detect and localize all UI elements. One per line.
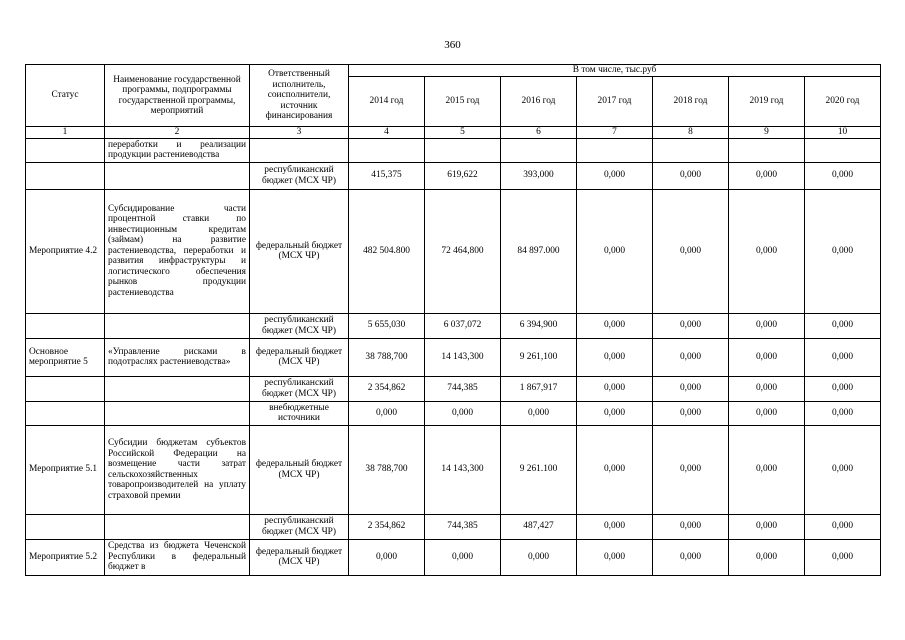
value-cell: 0,000 [653, 189, 729, 313]
value-cell: 0,000 [729, 514, 805, 539]
status-cell [26, 401, 105, 425]
name-cell: Субсидирование части процентной ставки по инвестиционным кредитам (займам) на развитие растениеводства, переработки и развития инфраструктуры и логистического обеспечения рынков продукции растениеводства [105, 189, 250, 313]
value-cell: 2 354,862 [349, 514, 425, 539]
value-cell: 0,000 [653, 338, 729, 376]
name-cell [105, 313, 250, 338]
col-number: 9 [729, 127, 805, 139]
table-row [26, 539, 881, 575]
col-number: 1 [26, 127, 105, 139]
value-cell: 0,000 [577, 313, 653, 338]
value-cell: 0,000 [349, 539, 425, 575]
col-number: 3 [250, 127, 349, 139]
value-cell: 0,000 [577, 539, 653, 575]
table-row [26, 338, 881, 376]
col-number: 2 [105, 127, 250, 139]
status-cell: Мероприятие 4.2 [26, 189, 105, 313]
name-cell [105, 401, 250, 425]
header-year: 2020 год [805, 77, 881, 127]
value-cell [425, 138, 501, 162]
value-cell: 0,000 [729, 376, 805, 401]
value-cell: 6 037,072 [425, 313, 501, 338]
value-cell: 14 143,300 [425, 425, 501, 514]
value-cell: 14 143,300 [425, 338, 501, 376]
value-cell: 0,000 [653, 401, 729, 425]
col-number: 6 [501, 127, 577, 139]
value-cell: 0,000 [425, 539, 501, 575]
value-cell: 0,000 [501, 539, 577, 575]
source-cell: республиканский бюджет (МСХ ЧР) [250, 376, 349, 401]
value-cell: 38 788,700 [349, 338, 425, 376]
header-group: В том числе, тыс.руб [349, 65, 881, 77]
header-year: 2019 год [729, 77, 805, 127]
value-cell: 0,000 [653, 514, 729, 539]
value-cell: 0,000 [805, 162, 881, 189]
col-number: 8 [653, 127, 729, 139]
col-number: 4 [349, 127, 425, 139]
value-cell: 0,000 [805, 376, 881, 401]
budget-table [25, 64, 881, 576]
value-cell: 0,000 [653, 313, 729, 338]
source-cell [250, 138, 349, 162]
table-row [26, 401, 881, 425]
col-number: 5 [425, 127, 501, 139]
page-number: 360 [444, 39, 461, 51]
status-cell [26, 162, 105, 189]
value-cell: 38 788,700 [349, 425, 425, 514]
value-cell: 0,000 [729, 313, 805, 338]
header-status: Статус [26, 65, 105, 127]
source-cell: федеральный бюджет (МСХ ЧР) [250, 338, 349, 376]
header-responsible: Ответственный исполнитель, соисполнители, источник финансирования [250, 65, 349, 127]
status-cell [26, 376, 105, 401]
value-cell: 0,000 [577, 425, 653, 514]
value-cell: 0,000 [729, 401, 805, 425]
name-cell: Средства из бюджета Чеченской Республики в федеральный бюджет в [105, 539, 250, 575]
source-cell: республиканский бюджет (МСХ ЧР) [250, 313, 349, 338]
source-cell: федеральный бюджет (МСХ ЧР) [250, 189, 349, 313]
value-cell: 0,000 [577, 162, 653, 189]
source-cell: республиканский бюджет (МСХ ЧР) [250, 162, 349, 189]
source-cell: внебюджетные источники [250, 401, 349, 425]
name-cell: Субсидии бюджетам субъектов Российской Федерации на возмещение части затрат сельскохозяйственных товаропроизводителей на уплату страховой премии [105, 425, 250, 514]
value-cell: 0,000 [577, 514, 653, 539]
value-cell: 0,000 [349, 401, 425, 425]
header-year: 2017 год [577, 77, 653, 127]
source-cell: федеральный бюджет (МСХ ЧР) [250, 425, 349, 514]
value-cell: 0,000 [729, 338, 805, 376]
value-cell: 0,000 [805, 514, 881, 539]
header-name: Наименование государственной программы, подпрограммы государственной программы, мероприятий [105, 65, 250, 127]
value-cell: 0,000 [805, 401, 881, 425]
value-cell: 0,000 [805, 189, 881, 313]
value-cell: 487,427 [501, 514, 577, 539]
name-cell [105, 376, 250, 401]
value-cell: 393,000 [501, 162, 577, 189]
header-year: 2014 год [349, 77, 425, 127]
table-row [26, 138, 881, 162]
value-cell: 9 261,100 [501, 338, 577, 376]
value-cell: 0,000 [577, 376, 653, 401]
status-cell [26, 313, 105, 338]
value-cell: 0,000 [805, 539, 881, 575]
value-cell: 0,000 [577, 189, 653, 313]
value-cell: 84 897.000 [501, 189, 577, 313]
value-cell: 0,000 [729, 425, 805, 514]
status-cell: Основное мероприятие 5 [26, 338, 105, 376]
value-cell: 9 261.100 [501, 425, 577, 514]
value-cell [729, 138, 805, 162]
name-cell: «Управление рисками в подотраслях растениеводства» [105, 338, 250, 376]
value-cell: 0,000 [577, 338, 653, 376]
value-cell: 0,000 [577, 401, 653, 425]
table-row [26, 376, 881, 401]
value-cell: 0,000 [653, 162, 729, 189]
name-cell [105, 514, 250, 539]
value-cell: 0,000 [729, 162, 805, 189]
col-number: 7 [577, 127, 653, 139]
value-cell [805, 138, 881, 162]
value-cell: 1 867,917 [501, 376, 577, 401]
value-cell: 0,000 [653, 376, 729, 401]
value-cell: 0,000 [805, 425, 881, 514]
value-cell [653, 138, 729, 162]
table-row [26, 189, 881, 313]
value-cell: 415,375 [349, 162, 425, 189]
table-row [26, 514, 881, 539]
value-cell [577, 138, 653, 162]
status-cell: Мероприятие 5.1 [26, 425, 105, 514]
value-cell: 744,385 [425, 376, 501, 401]
value-cell: 2 354,862 [349, 376, 425, 401]
name-cell [105, 162, 250, 189]
value-cell: 482 504.800 [349, 189, 425, 313]
header-year: 2018 год [653, 77, 729, 127]
value-cell: 0,000 [805, 338, 881, 376]
header-year: 2015 год [425, 77, 501, 127]
table-row [26, 162, 881, 189]
value-cell [349, 138, 425, 162]
status-cell [26, 514, 105, 539]
value-cell: 0,000 [425, 401, 501, 425]
value-cell: 0,000 [653, 425, 729, 514]
value-cell: 6 394,900 [501, 313, 577, 338]
table-row [26, 425, 881, 514]
value-cell: 72 464,800 [425, 189, 501, 313]
value-cell: 0,000 [653, 539, 729, 575]
source-cell: федеральный бюджет (МСХ ЧР) [250, 539, 349, 575]
source-cell: республиканский бюджет (МСХ ЧР) [250, 514, 349, 539]
col-number: 10 [805, 127, 881, 139]
status-cell [26, 138, 105, 162]
name-cell: переработки и реализации продукции растениеводства [105, 138, 250, 162]
value-cell: 744,385 [425, 514, 501, 539]
header-year: 2016 год [501, 77, 577, 127]
value-cell [501, 138, 577, 162]
value-cell: 0,000 [805, 313, 881, 338]
status-cell: Мероприятие 5.2 [26, 539, 105, 575]
value-cell: 5 655,030 [349, 313, 425, 338]
value-cell: 619,622 [425, 162, 501, 189]
value-cell: 0,000 [729, 189, 805, 313]
value-cell: 0,000 [501, 401, 577, 425]
table-row [26, 313, 881, 338]
value-cell: 0,000 [729, 539, 805, 575]
